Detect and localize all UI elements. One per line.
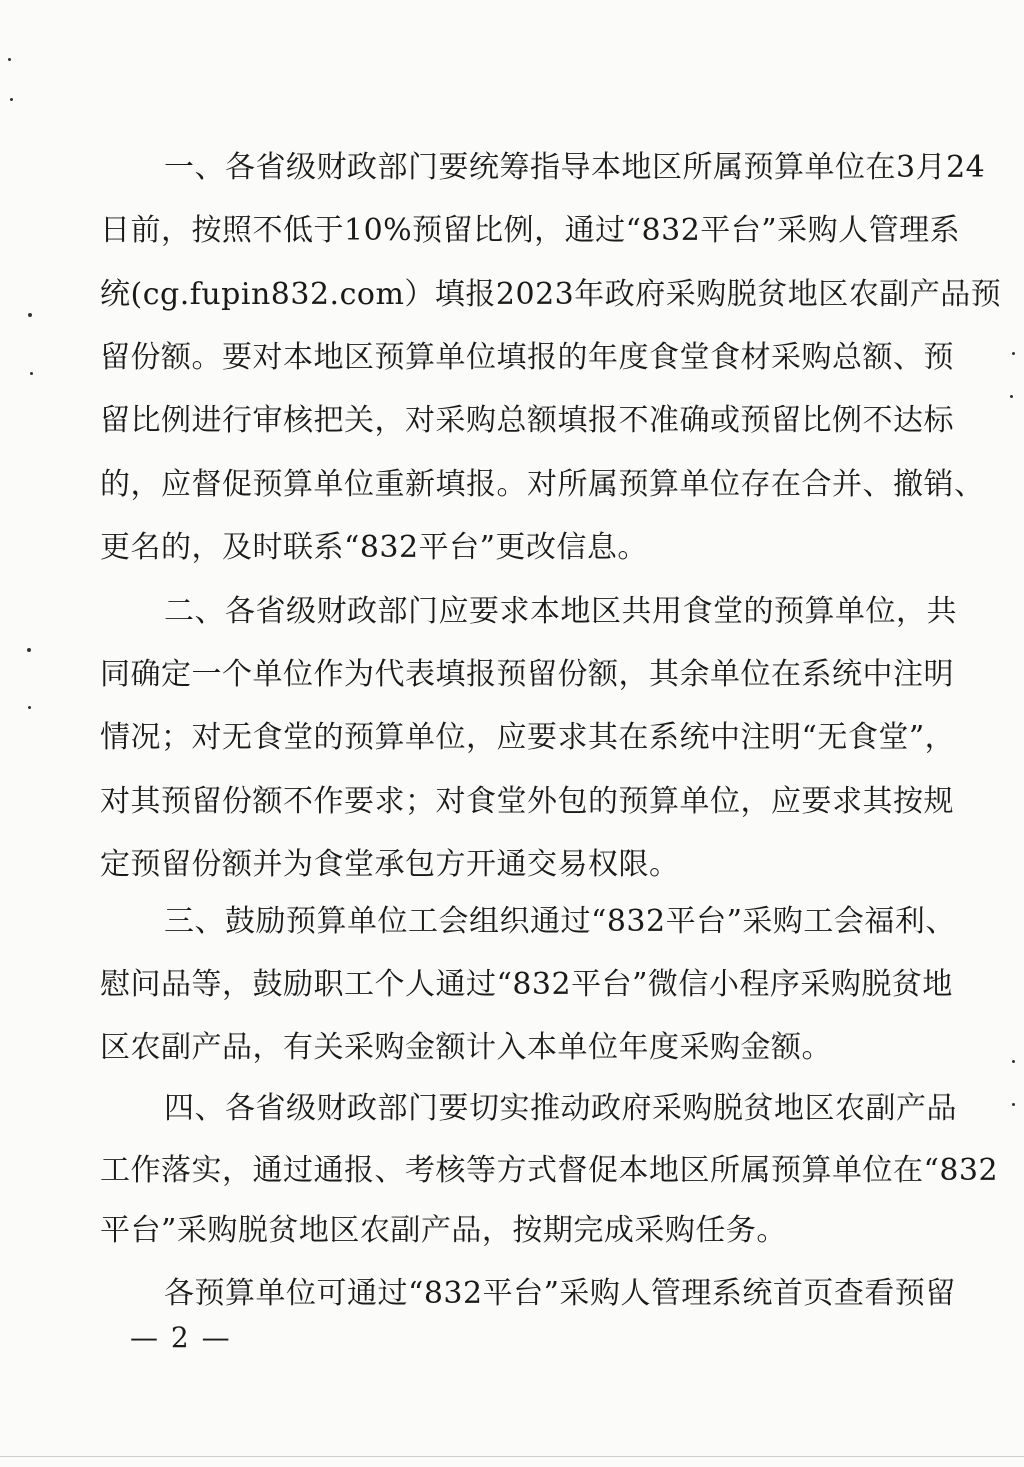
- paragraph-3-line-3: 区农副产品，有关采购金额计入本单位年度采购金额。: [100, 1030, 832, 1065]
- scan-speck: [1012, 1060, 1015, 1063]
- scan-speck: [30, 372, 33, 375]
- paragraph-2-line-2: 同确定一个单位作为代表填报预留份额，其余单位在系统中注明: [100, 657, 954, 692]
- scan-speck: [1010, 395, 1013, 398]
- scan-speck: [28, 313, 32, 317]
- scan-speck: [1012, 352, 1015, 355]
- paragraph-4-line-3: 平台”采购脱贫地区农副产品，按期完成采购任务。: [100, 1213, 787, 1248]
- paragraph-1-line-2: 日前，按照不低于10%预留比例，通过“832平台”采购人管理系: [100, 213, 961, 248]
- scan-bottom-edge: [0, 1456, 1024, 1457]
- paragraph-3-line-2: 慰问品等，鼓励职工个人通过“832平台”微信小程序采购脱贫地: [100, 967, 953, 1002]
- paragraph-1-line-3: 统(cg.fupin832.com）填报2023年政府采购脱贫地区农副产品预: [100, 277, 1002, 312]
- paragraph-2-line-5: 定预留份额并为食堂承包方开通交易权限。: [100, 847, 680, 882]
- scan-speck: [8, 58, 11, 61]
- scan-speck: [10, 98, 13, 101]
- page-number: — 2 —: [130, 1321, 232, 1354]
- paragraph-5-line-1: 各预算单位可通过“832平台”采购人管理系统首页查看预留: [164, 1276, 956, 1311]
- paragraph-1-line-1: 一、各省级财政部门要统筹指导本地区所属预算单位在3月24: [164, 150, 986, 185]
- paragraph-1-line-6: 的，应督促预算单位重新填报。对所属预算单位存在合并、撤销、: [100, 467, 985, 502]
- paragraph-3-line-1: 三、鼓励预算单位工会组织通过“832平台”采购工会福利、: [164, 904, 956, 939]
- scan-speck: [28, 706, 31, 709]
- paragraph-2-line-1: 二、各省级财政部门应要求本地区共用食堂的预算单位，共: [164, 594, 957, 629]
- paragraph-1-line-7: 更名的，及时联系“832平台”更改信息。: [100, 530, 648, 565]
- scan-speck: [27, 648, 31, 652]
- scan-speck: [1012, 1103, 1015, 1106]
- paragraph-4-line-1: 四、各省级财政部门要切实推动政府采购脱贫地区农副产品: [164, 1091, 957, 1126]
- paragraph-4-line-2: 工作落实，通过通报、考核等方式督促本地区所属预算单位在“832: [100, 1153, 999, 1188]
- paragraph-1-line-5: 留比例进行审核把关，对采购总额填报不准确或预留比例不达标: [100, 403, 954, 438]
- paragraph-2-line-4: 对其预留份额不作要求；对食堂外包的预算单位，应要求其按规: [100, 784, 954, 819]
- paragraph-1-line-4: 留份额。要对本地区预算单位填报的年度食堂食材采购总额、预: [100, 340, 954, 375]
- paragraph-2-line-3: 情况；对无食堂的预算单位，应要求其在系统中注明“无食堂”，: [100, 720, 956, 755]
